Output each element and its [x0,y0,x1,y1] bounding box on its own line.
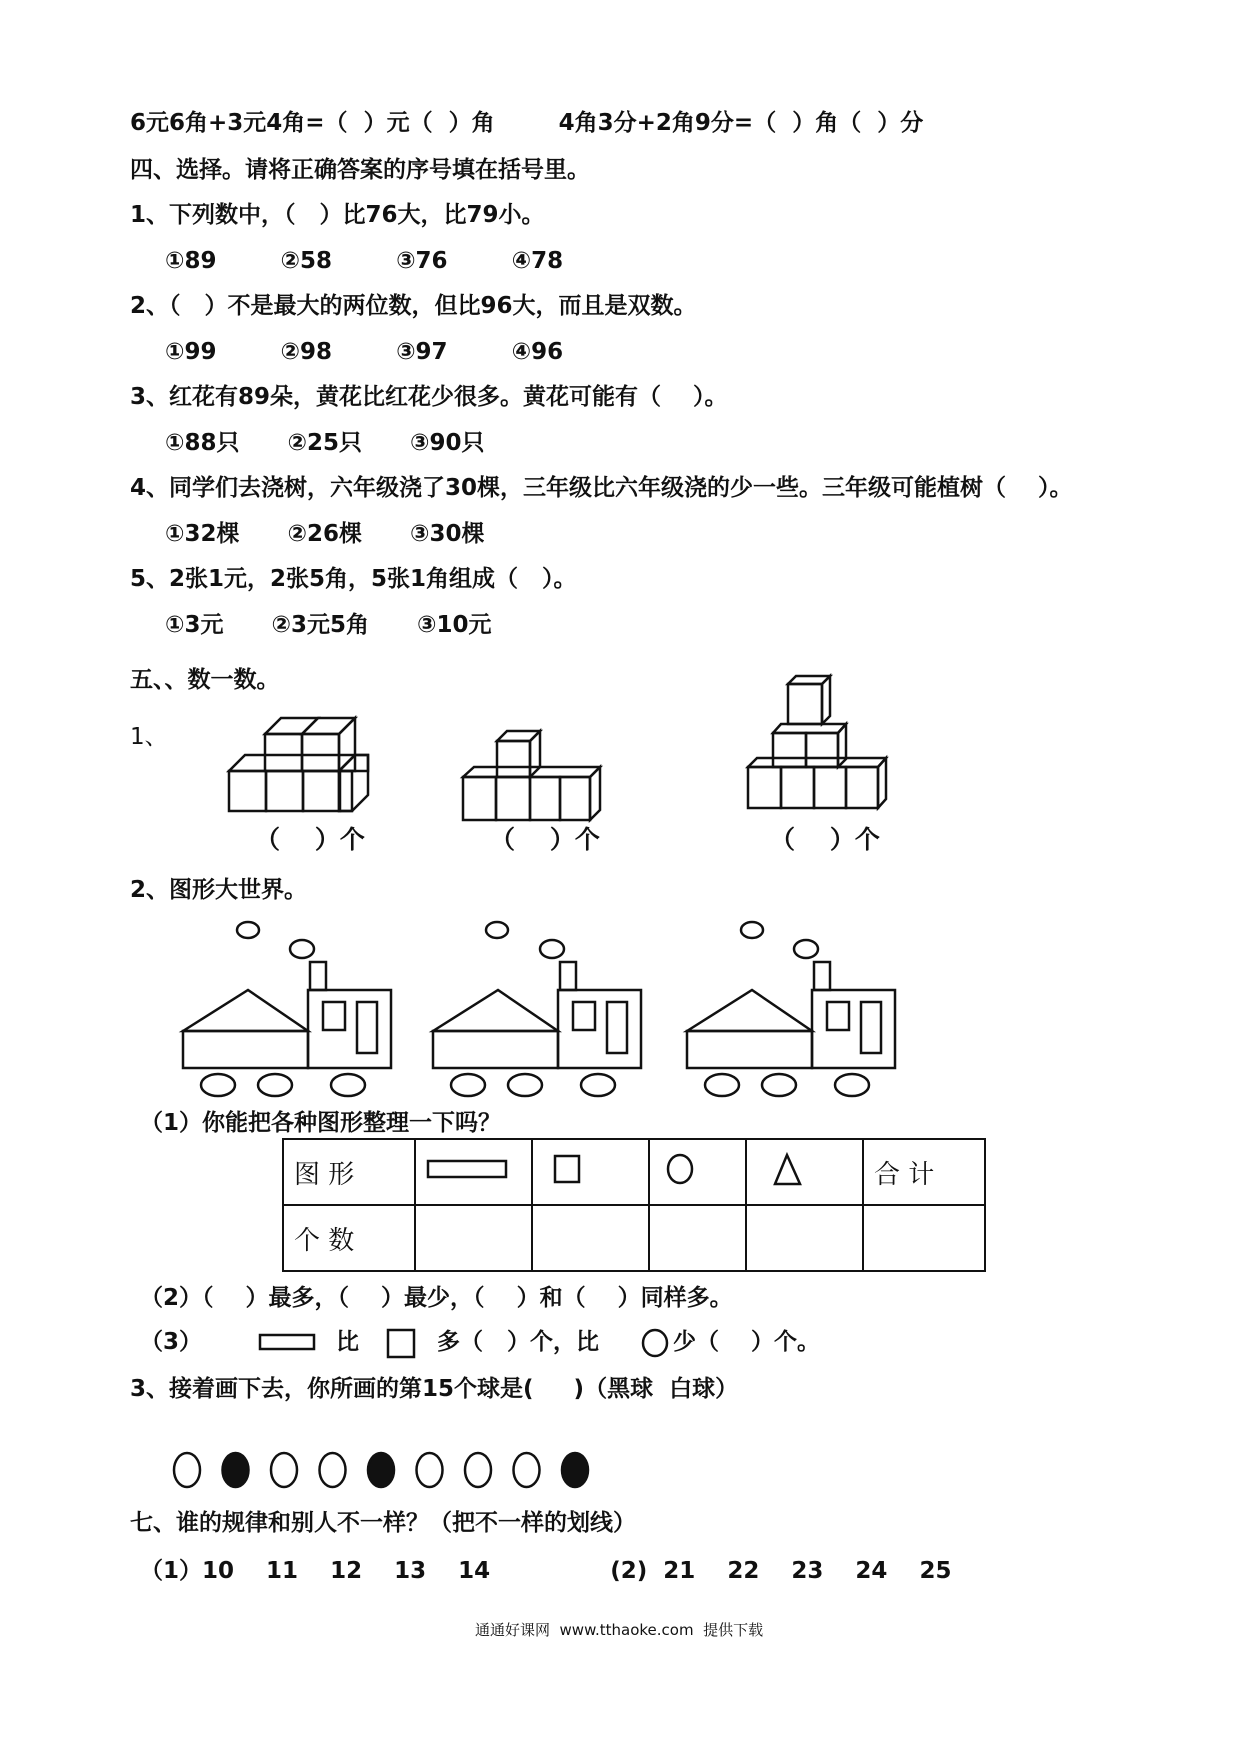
count-cell-total[interactable] [863,1205,985,1271]
cell-rectangle [415,1139,532,1205]
ball-pattern [0,1440,1240,1500]
white-ball [465,1453,491,1487]
count-cell-square[interactable] [532,1205,649,1271]
question-1: 1、下列数中，（ ）比76大，比79小。 [130,202,545,228]
question-5-options: ①3元 ②3元5角 ③10元 [165,612,492,638]
part-3-text-less: 少（ ）个。 [673,1329,821,1355]
black-ball [223,1453,249,1487]
part-3-text-middle: 多（ ）个，比 [437,1329,600,1355]
question-2-options: ①99 ②98 ③97 ④96 [165,339,564,365]
part-2-question: （2）（ ）最多，（ ）最少，（ ）和（ ）同样多。 [140,1285,733,1311]
cube-figure-b [463,731,600,820]
rectangle-icon [428,1161,506,1177]
question-3-options: ①88只 ②25只 ③90只 [165,430,485,456]
circle-icon [640,1328,672,1360]
rectangle-icon [258,1331,318,1357]
count-answer-b: （ ）个 [490,825,600,854]
count-cell-rectangle[interactable] [415,1205,532,1271]
cube-figures [0,0,1240,860]
train-1 [183,922,391,1096]
question-3: 3、红花有89朵，黄花比红花少很多。黄花可能有（ ）。 [130,384,728,410]
table-header-total: 合 计 [863,1139,985,1205]
subsection-3-title: 3、接着画下去，你所画的第15个球是( )（黑球 白球） [130,1376,739,1402]
part-3-text-more: 比 [336,1329,359,1355]
count-answer-c: （ ）个 [770,825,880,854]
cell-square [532,1139,649,1205]
triangle-icon [775,1155,800,1184]
table-header-shape: 图 形 [283,1139,415,1205]
question-4: 4、同学们去浇树，六年级浇了30棵，三年级比六年级浇的少一些。三年级可能植树（ ）。 [130,475,1073,501]
cube-figure-c [748,676,886,808]
white-ball [514,1453,540,1487]
white-ball [417,1453,443,1487]
train-2 [433,922,641,1096]
part-1-question: （1）你能把各种图形整理一下吗？ [140,1110,502,1136]
count-cell-triangle[interactable] [746,1205,863,1271]
train-figures [0,900,1240,1100]
cell-circle [649,1139,746,1205]
table-row-shapes [283,1139,985,1205]
black-ball [562,1453,588,1487]
shape-count-table [282,1138,986,1272]
subsection-1-label: 1、 [130,724,168,750]
white-ball [320,1453,346,1487]
subsection-2-title: 2、图形大世界。 [130,877,308,903]
table-header-count: 个 数 [283,1205,415,1271]
circle-icon [668,1155,692,1183]
money-equation-line: 6元6角+3元4角=（ ）元（ ）角 4角3分+2角9分=（ ）角（ ）分 [130,110,924,136]
black-ball [368,1453,394,1487]
section-5-title: 五、、数一数。 [130,667,280,693]
number-sequences: （1）10 11 12 13 14 (2) 21 22 23 24 25 [140,1558,952,1584]
cell-triangle [746,1139,863,1205]
count-answer-a: （ ）个 [255,825,365,854]
square-icon [555,1156,579,1182]
footer-credit: 通通好课网 www.tthaoke.com 提供下载 [475,1621,764,1639]
section-4-title: 四、选择。请将正确答案的序号填在括号里。 [130,157,590,183]
table-row-counts [283,1205,985,1271]
white-ball [271,1453,297,1487]
square-icon [385,1327,417,1361]
question-2: 2、（ ）不是最大的两位数，但比96大，而且是双数。 [130,293,697,319]
white-ball [174,1453,200,1487]
question-5: 5、2张1元，2张5角，5张1角组成（ ）。 [130,566,577,592]
section-7-title: 七、谁的规律和别人不一样？（把不一样的划线） [130,1510,636,1536]
part-3-label: （3） [140,1329,203,1355]
count-cell-circle[interactable] [649,1205,746,1271]
train-3 [687,922,895,1096]
cube-figure-a [229,718,368,811]
question-1-options: ①89 ②58 ③76 ④78 [165,248,564,274]
question-4-options: ①32棵 ②26棵 ③30棵 [165,521,485,547]
